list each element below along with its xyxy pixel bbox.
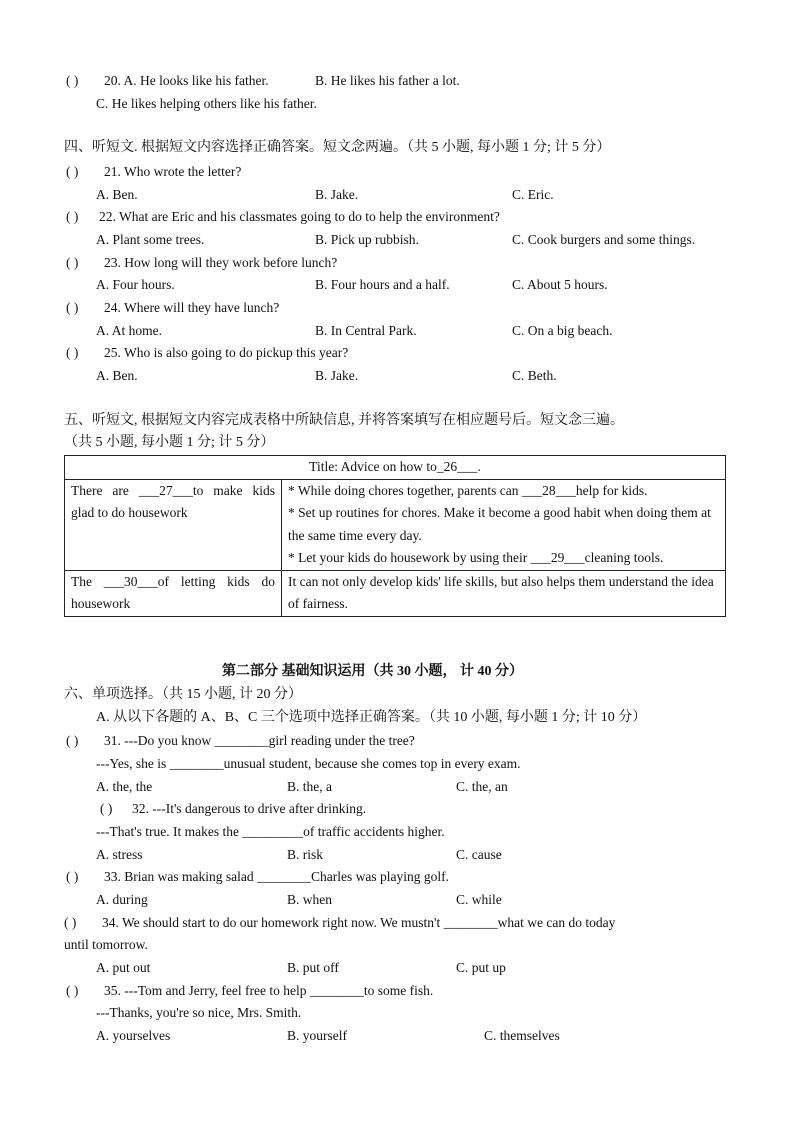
q22-option-b: B. Pick up rubbish. [315, 232, 419, 247]
q24-option-a: A. At home. [96, 323, 162, 338]
q31-option-a: A. the, the [96, 779, 153, 794]
q25-option-b: B. Jake. [315, 368, 359, 383]
q34-line2: until tomorrow. [64, 937, 148, 952]
q23-option-c: C. About 5 hours. [512, 277, 608, 292]
q35-bracket: ( ) [66, 983, 79, 998]
q31-bracket: ( ) [66, 733, 79, 748]
section4-heading: 四、听短文. 根据短文内容选择正确答案。短文念两遍。（共 5 小题, 每小题 1 分; 计 5 分） [64, 140, 611, 155]
q35-option-a: A. yourselves [96, 1028, 171, 1043]
q25-option-a: A. Ben. [96, 368, 138, 383]
q33-option-b: B. when [287, 892, 332, 907]
table-row [65, 479, 726, 570]
q34-option-b: B. put off [287, 960, 339, 975]
q32-bracket: ( ) [100, 801, 113, 816]
table-cell-benefit-detail: It can not only develop kids' life skills, but also helps them understand the idea of fairness. [282, 570, 726, 616]
q21-option-a: A. Ben. [96, 187, 138, 202]
q23-stem: 23. How long will they work before lunch? [104, 255, 338, 270]
q20-option-c: C. He likes helping others like his father. [96, 96, 317, 111]
q22-bracket: ( ) [66, 209, 79, 224]
advice-item: * Set up routines for chores. Make it become a good habit when doing them at the same time every day. [288, 505, 711, 543]
q34-bracket: ( ) [64, 915, 77, 930]
q34-option-a: A. put out [96, 960, 151, 975]
q25-stem: 25. Who is also going to do pickup this year? [104, 345, 349, 360]
q22-option-c: C. Cook burgers and some things. [512, 232, 696, 247]
q32-option-c: C. cause [456, 847, 502, 862]
q25-option-c: C. Beth. [512, 368, 557, 383]
q31-option-b: B. the, a [287, 779, 332, 794]
q24-stem: 24. Where will they have lunch? [104, 300, 280, 315]
q34-stem: 34. We should start to do our homework right now. We mustn't ________what we can do today [102, 915, 616, 930]
q23-option-b: B. Four hours and a half. [315, 277, 450, 292]
q24-bracket: ( ) [66, 300, 79, 315]
section5-heading: 五、听短文, 根据短文内容完成表格中所缺信息, 并将答案填写在相应题号后。短文念三遍。 [64, 413, 624, 428]
q35-option-b: B. yourself [287, 1028, 347, 1043]
q33-stem: 33. Brian was making salad ________Charles was playing golf. [104, 869, 449, 884]
q22-stem: 22. What are Eric and his classmates going to do to help the environment? [99, 209, 500, 224]
q21-option-c: C. Eric. [512, 187, 554, 202]
q34-option-c: C. put up [456, 960, 506, 975]
q23-bracket: ( ) [66, 255, 79, 270]
q32-option-a: A. stress [96, 847, 143, 862]
q32-option-b: B. risk [287, 847, 324, 862]
table-row [65, 570, 726, 616]
q31-option-c: C. the, an [456, 779, 508, 794]
q33-option-c: C. while [456, 892, 502, 907]
table-cell-ways: There are ___27___to make kids glad to do housework [65, 479, 282, 570]
advice-item: * Let your kids do housework by using their ___29___cleaning tools. [288, 550, 664, 565]
section6-sub-a: A. 从以下各题的 A、B、C 三个选项中选择正确答案。（共 10 小题, 每小题 1 分; 计 10 分） [96, 710, 647, 725]
q22-option-a: A. Plant some trees. [96, 232, 205, 247]
q21-option-b: B. Jake. [315, 187, 359, 202]
q24-option-c: C. On a big beach. [512, 323, 613, 338]
q33-bracket: ( ) [66, 869, 79, 884]
section5-heading-line2: （共 5 小题, 每小题 1 分; 计 5 分） [64, 435, 275, 450]
advice-table [64, 455, 726, 617]
q31-line2: ---Yes, she is ________unusual student, because she comes top in every exam. [96, 756, 521, 771]
q35-stem: 35. ---Tom and Jerry, feel free to help ________to some fish. [104, 983, 434, 998]
q21-stem: 21. Who wrote the letter? [104, 164, 242, 179]
q21-bracket: ( ) [66, 164, 79, 179]
table-title: Title: Advice on how to_26___. [65, 456, 726, 480]
q24-option-b: B. In Central Park. [315, 323, 417, 338]
section6-heading: 六、单项选择。（共 15 小题, 计 20 分） [64, 687, 302, 702]
q31-stem: 31. ---Do you know ________girl reading under the tree? [104, 733, 415, 748]
part2-title: 第二部分 基础知识运用（共 30 小题， 计 40 分） [222, 664, 523, 679]
q32-stem: 32. ---It's dangerous to drive after drinking. [132, 801, 367, 816]
table-cell-benefit: The ___30___of letting kids do housework [65, 570, 282, 616]
table-title-row [65, 456, 726, 480]
q35-option-c: C. themselves [484, 1028, 560, 1043]
q25-bracket: ( ) [66, 345, 79, 360]
q23-option-a: A. Four hours. [96, 277, 175, 292]
q35-line2: ---Thanks, you're so nice, Mrs. Smith. [96, 1005, 302, 1020]
table-cell-advice [282, 479, 726, 570]
q32-line2: ---That's true. It makes the _________of traffic accidents higher. [96, 824, 445, 839]
q20-option-b: B. He likes his father a lot. [315, 73, 460, 88]
q20-stem: 20. A. He looks like his father. [104, 73, 269, 88]
q20-bracket: ( ) [66, 73, 79, 88]
q33-option-a: A. during [96, 892, 148, 907]
advice-item: * While doing chores together, parents can ___28___help for kids. [288, 482, 648, 498]
